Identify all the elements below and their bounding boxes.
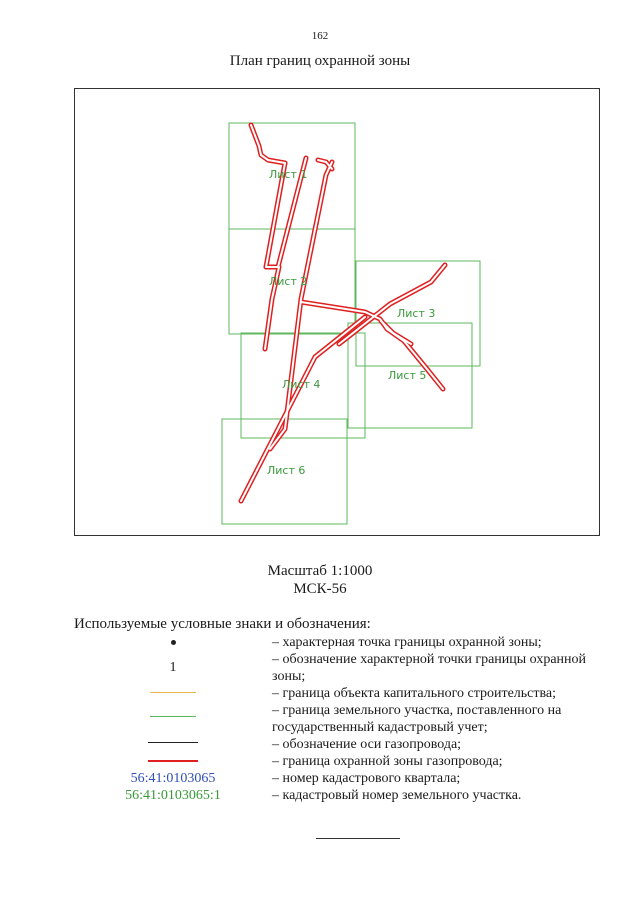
sheet-2-label: Лист 2 xyxy=(269,275,308,288)
sheet-4-label: Лист 4 xyxy=(282,378,321,391)
scale-block xyxy=(0,562,640,598)
map-frame xyxy=(74,88,600,536)
legend-desc: – обозначение характерной точки границы охранной зоны; xyxy=(272,652,587,684)
legend-row xyxy=(74,702,614,736)
sheet-1-label: Лист 1 xyxy=(269,168,308,181)
legend-desc: – граница объекта капитального строительства; xyxy=(272,686,557,701)
plan-title: План границ охранной зоны xyxy=(229,53,411,69)
boundary-point-symbol xyxy=(171,640,176,645)
map-drawing xyxy=(75,89,599,535)
legend-row xyxy=(74,787,614,804)
legend-desc: – характерная точка границы охранной зоны; xyxy=(272,635,542,650)
legend-row xyxy=(74,685,614,702)
legend-title: Используемые условные знаки и обозначения: xyxy=(74,616,371,632)
point-number-symbol: 1 xyxy=(169,660,177,675)
legend-row xyxy=(74,651,614,685)
legend-desc: – граница охранной зоны газопровода; xyxy=(272,754,503,769)
footer-divider xyxy=(316,838,400,839)
sheet-5-label: Лист 5 xyxy=(388,369,427,382)
legend xyxy=(74,634,614,804)
cadastral-quarter-symbol: 56:41:0103065 xyxy=(130,771,216,786)
parcel-boundary-symbol xyxy=(150,716,196,717)
cadastral-parcel-symbol: 56:41:0103065:1 xyxy=(125,788,221,803)
sheet-3-label: Лист 3 xyxy=(397,307,436,320)
pipeline-axis-symbol xyxy=(148,742,198,743)
legend-row xyxy=(74,770,614,787)
legend-desc: – номер кадастрового квартала; xyxy=(272,771,461,786)
legend-desc: – граница земельного участка, поставленного на государственный кадастровый учет; xyxy=(272,703,562,735)
scale-text: Масштаб 1:1000 xyxy=(267,563,373,579)
page-number: 162 xyxy=(311,30,329,42)
legend-desc: – обозначение оси газопровода; xyxy=(272,737,462,752)
building-boundary-symbol xyxy=(150,692,196,693)
sheet-6-label: Лист 6 xyxy=(267,464,306,477)
protection-zone-symbol xyxy=(148,760,198,762)
legend-desc: – кадастровый номер земельного участка. xyxy=(272,788,522,803)
legend-row xyxy=(74,634,614,651)
legend-row xyxy=(74,753,614,770)
crs-text: МСК-56 xyxy=(293,581,347,597)
legend-row xyxy=(74,736,614,753)
